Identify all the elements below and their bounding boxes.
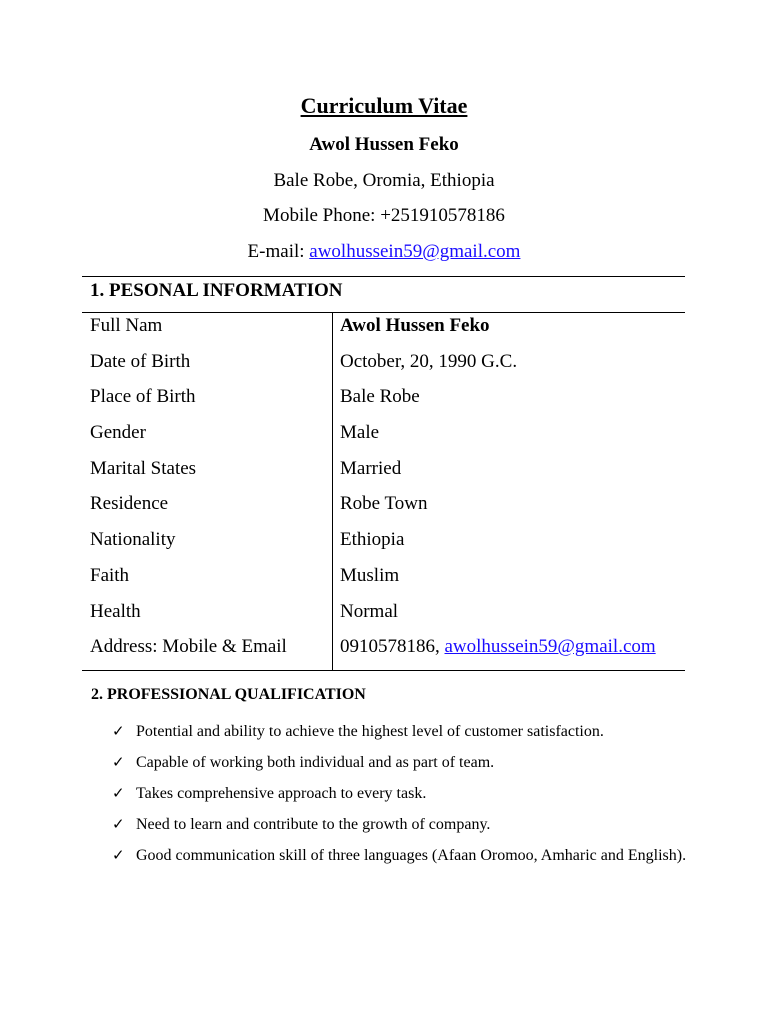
row-label: Address: Mobile & Email bbox=[82, 634, 333, 670]
checkmark-icon: ✓ bbox=[112, 753, 125, 771]
row-label: Gender bbox=[82, 420, 333, 456]
list-item-text: Capable of working both individual and as part of team. bbox=[136, 754, 495, 771]
row-label: Full Nam bbox=[82, 313, 333, 349]
qualification-list bbox=[112, 716, 702, 871]
list-item-text: Need to learn and contribute to the growth of company. bbox=[136, 816, 491, 833]
row-value: Normal bbox=[340, 600, 399, 622]
table-row bbox=[82, 384, 685, 420]
checkmark-icon: ✓ bbox=[112, 722, 125, 740]
list-item-text: Potential and ability to achieve the highest level of customer satisfaction. bbox=[136, 723, 604, 740]
document-title: Curriculum Vitae bbox=[300, 93, 468, 118]
table-row bbox=[82, 420, 685, 456]
table-row bbox=[82, 491, 685, 527]
row-value: Bale Robe bbox=[340, 386, 420, 408]
professional-qualification-heading: 2. PROFESSIONAL QUALIFICATION bbox=[91, 686, 366, 703]
table-row bbox=[82, 527, 685, 563]
applicant-phone bbox=[0, 205, 768, 227]
row-value bbox=[333, 634, 685, 670]
table-row bbox=[82, 563, 685, 599]
table-row bbox=[82, 313, 685, 349]
mobile-number: 0910578186, bbox=[340, 636, 445, 658]
row-value: Awol Hussen Feko bbox=[340, 315, 490, 336]
row-label: Health bbox=[82, 599, 333, 635]
list-item bbox=[112, 809, 702, 840]
email-label: E-mail: bbox=[247, 241, 310, 262]
row-label: Marital States bbox=[82, 456, 333, 492]
row-label: Faith bbox=[82, 563, 333, 599]
table-row bbox=[82, 634, 685, 670]
row-label: Date of Birth bbox=[82, 349, 333, 385]
table-row bbox=[82, 456, 685, 492]
checkmark-icon: ✓ bbox=[112, 846, 125, 864]
row-value: Ethiopia bbox=[340, 529, 405, 551]
checkmark-icon: ✓ bbox=[112, 815, 125, 833]
row-value: Muslim bbox=[340, 564, 400, 586]
list-item bbox=[112, 716, 702, 747]
phone-number: +251910578186 bbox=[380, 205, 505, 226]
personal-info-table bbox=[82, 276, 685, 671]
list-item-text: Good communication skill of three languages (Afaan Oromoo, Amharic and English). bbox=[136, 847, 687, 864]
email-link[interactable]: awolhussein59@gmail.com bbox=[444, 636, 656, 658]
applicant-email bbox=[0, 241, 768, 263]
list-item bbox=[112, 778, 702, 809]
list-item bbox=[112, 747, 702, 778]
checkmark-icon: ✓ bbox=[112, 784, 125, 802]
row-value: Robe Town bbox=[340, 493, 428, 515]
phone-label: Mobile Phone: bbox=[263, 205, 381, 226]
row-value: Male bbox=[340, 422, 380, 444]
applicant-address: Bale Robe, Oromia, Ethiopia bbox=[273, 170, 495, 191]
row-label: Place of Birth bbox=[82, 384, 333, 420]
applicant-name: Awol Hussen Feko bbox=[309, 134, 459, 155]
list-item-text: Takes comprehensive approach to every task. bbox=[136, 785, 427, 802]
personal-info-heading: 1. PESONAL INFORMATION bbox=[82, 277, 685, 313]
list-item bbox=[112, 840, 702, 871]
table-row bbox=[82, 599, 685, 635]
row-label: Residence bbox=[82, 491, 333, 527]
email-link[interactable]: awolhussein59@gmail.com bbox=[309, 241, 521, 262]
table-row bbox=[82, 349, 685, 385]
row-value: Married bbox=[340, 457, 402, 479]
row-value: October, 20, 1990 G.C. bbox=[340, 350, 518, 372]
row-label: Nationality bbox=[82, 527, 333, 563]
